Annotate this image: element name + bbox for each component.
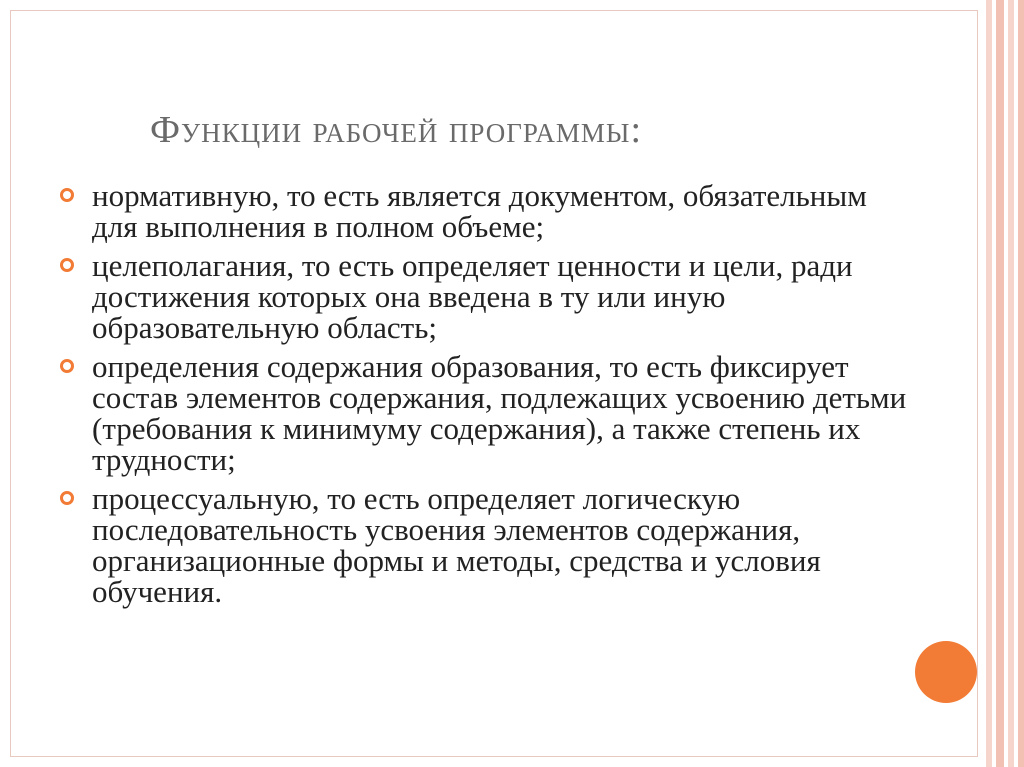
ring-bullet-icon xyxy=(60,491,74,505)
decorative-stripes xyxy=(980,0,1024,767)
list-item xyxy=(60,483,920,607)
bullet-list xyxy=(60,180,920,615)
list-item xyxy=(60,250,920,343)
list-item-text: процессуальную, то есть определяет логическую последовательность усвоения элементов содержания, организационные формы и методы, средства и условия обучения. xyxy=(92,481,821,609)
orange-circle-decoration-icon xyxy=(915,641,977,703)
ring-bullet-icon xyxy=(60,188,74,202)
list-item xyxy=(60,180,920,242)
ring-bullet-icon xyxy=(60,258,74,272)
ring-bullet-icon xyxy=(60,359,74,373)
list-item xyxy=(60,351,920,475)
slide-title: Функции рабочей программы: xyxy=(150,109,643,151)
list-item-text: нормативную, то есть является документом, обязательным для выполнения в полном объеме; xyxy=(92,178,867,244)
list-item-text: определения содержания образования, то есть фиксирует состав элементов содержания, подлежащих усвоению детьми (требования к минимуму содержания), а также степень их трудности; xyxy=(92,349,907,477)
list-item-text: целеполагания, то есть определяет ценности и цели, ради достижения которых она введена в ту или иную образовательную область; xyxy=(92,248,853,345)
